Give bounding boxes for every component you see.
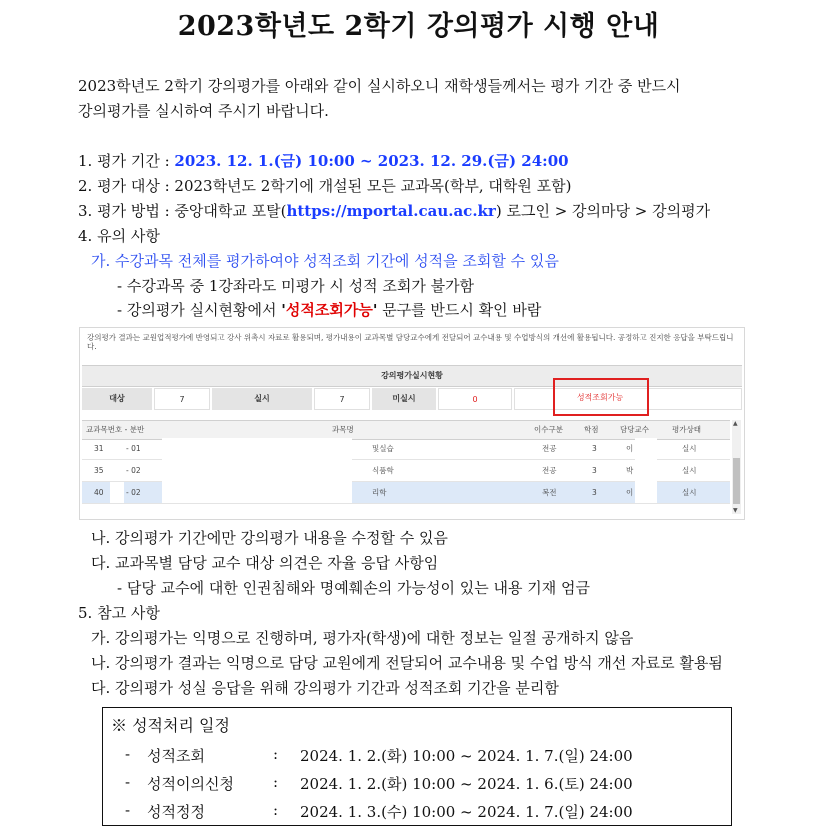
- row-name: 식품학: [372, 466, 394, 475]
- item-notes-da-sub: - 담당 교수에 대한 인권침해와 명예훼손의 가능성이 있는 내용 기재 엄금: [117, 579, 590, 597]
- row-no: 31: [94, 444, 104, 453]
- item-target: 2. 평가 대상 : 2023학년도 2학기에 개설된 모든 교과목(학부, 대학원 포함): [78, 177, 572, 195]
- sub2-highlight: 성적조회가능: [285, 301, 373, 319]
- row-type: 복전: [542, 488, 557, 497]
- schedule-dash: -: [125, 801, 131, 819]
- col-type: 이수구분: [534, 425, 563, 434]
- highlight-box: [553, 378, 649, 416]
- schedule-dash: -: [125, 745, 131, 763]
- item-reference-na: 나. 강의평가 결과는 익명으로 담당 교원에게 전달되어 교수내용 및 수업 방식 개선 자료로 활용됨: [91, 654, 723, 672]
- schedule-time: 2024. 1. 2.(화) 10:00 ~ 2024. 1. 6.(토) 24:00: [300, 775, 633, 793]
- redaction-mask: [635, 438, 657, 503]
- scroll-up-icon[interactable]: ▲: [733, 420, 738, 427]
- row-name: 및실습: [372, 444, 394, 453]
- row-prof: 박: [626, 466, 634, 475]
- redaction-mask: [162, 438, 352, 503]
- schedule-time: 2024. 1. 2.(화) 10:00 ~ 2024. 1. 7.(일) 24:00: [300, 747, 633, 765]
- row-prof: 이: [626, 488, 634, 497]
- intro-line-1: 2023학년도 2학기 강의평가를 아래와 같이 실시하오니 재학생들께서는 평가 기간 중 반드시: [78, 77, 681, 95]
- row-sec: - 02: [126, 466, 141, 475]
- sub2-post: 문구를 반드시 확인 바람: [377, 301, 542, 319]
- row-credit: 3: [592, 488, 597, 497]
- item-notes-na: 나. 강의평가 기간에만 강의평가 내용을 수정할 수 있음: [91, 529, 448, 547]
- item-notes-heading: 4. 유의 사항: [78, 227, 160, 245]
- schedule-colon: :: [273, 745, 279, 763]
- item-period: [78, 151, 569, 171]
- scroll-thumb[interactable]: [733, 458, 740, 504]
- table-scrollbar[interactable]: [732, 420, 741, 514]
- page-title: 2023학년도 2학기 강의평가 시행 안내: [177, 11, 660, 42]
- row-no: 35: [94, 466, 104, 475]
- schedule-name: 성적정정: [147, 803, 205, 821]
- col-course-no: 교과목번호 - 분반: [86, 425, 145, 434]
- row-state: 실시: [682, 488, 697, 497]
- item-reference-ga: 가. 강의평가는 익명으로 진행하며, 평가자(학생)에 대한 정보는 일절 공개하지 않음: [91, 629, 634, 647]
- row-sec: - 01: [126, 444, 141, 453]
- item-method-post: ) 로그인 > 강의마당 > 강의평가: [495, 202, 711, 220]
- item-notes-ga: 가. 수강과목 전체를 평가하여야 성적조회 기간에 성적을 조회할 수 있음: [91, 252, 559, 270]
- item-method-pre: 3. 평가 방법 : 중앙대학교 포탈(: [78, 202, 287, 220]
- row-credit: 3: [592, 466, 597, 475]
- table-header: [82, 420, 730, 440]
- row-type: 전공: [542, 466, 557, 475]
- summary-undone-value: 0: [438, 388, 512, 410]
- row-state: 실시: [682, 444, 697, 453]
- col-course-name: 과목명: [332, 425, 354, 434]
- schedule-title: ※ 성적처리 일정: [111, 716, 230, 735]
- redaction-mask: [110, 482, 124, 503]
- row-type: 전공: [542, 444, 557, 453]
- row-prof: 이: [626, 444, 634, 453]
- evaluation-status-screenshot: [79, 327, 745, 520]
- portal-link[interactable]: https://mportal.cau.ac.kr: [286, 202, 496, 220]
- item-notes-ga-sub2: [117, 300, 541, 320]
- status-header: 강의평가실시현황: [82, 365, 742, 387]
- grade-schedule-box: [102, 707, 732, 826]
- schedule-colon: :: [273, 773, 279, 791]
- col-state: 평가상태: [672, 425, 701, 434]
- row-credit: 3: [592, 444, 597, 453]
- grade-view-status: 성적조회가능: [576, 393, 624, 402]
- row-state: 실시: [682, 466, 697, 475]
- sub2-quote-close: ': [372, 301, 378, 319]
- item-method: [78, 201, 710, 221]
- screenshot-notice: 강의평가 결과는 교원업적평가에 반영되고 강사 위촉시 자료로 활용되며, 평가내용이 교과목별 담당교수에게 전달되어 교수내용 및 수업방식의 개선에 활용됩니다. 공정하고 진지한 응답을 부탁드립니다.: [87, 333, 734, 351]
- scroll-down-icon[interactable]: ▼: [733, 507, 738, 514]
- intro-line-2: 강의평가를 실시하여 주시기 바랍니다.: [78, 102, 329, 120]
- sub2-pre: - 강의평가 실시현황에서: [117, 301, 282, 319]
- col-credit: 학점: [584, 425, 599, 434]
- summary-target-label: 대상: [82, 388, 152, 410]
- summary-target-value: 7: [154, 388, 210, 410]
- row-no: 40: [94, 488, 104, 497]
- row-sec: - 02: [126, 488, 141, 497]
- summary-done-value: 7: [314, 388, 370, 410]
- schedule-colon: :: [273, 801, 279, 819]
- sub2-quote-open: ': [281, 301, 286, 319]
- schedule-name: 성적조회: [147, 747, 205, 765]
- item-reference-heading: 5. 참고 사항: [78, 604, 160, 622]
- schedule-name: 성적이의신청: [147, 775, 234, 793]
- item-notes-da: 다. 교과목별 담당 교수 대상 의견은 자율 응답 사항임: [91, 554, 439, 572]
- summary-done-label: 실시: [212, 388, 312, 410]
- item-period-value: 2023. 12. 1.(금) 10:00 ~ 2023. 12. 29.(금) 24:00: [174, 152, 569, 170]
- item-reference-da: 다. 강의평가 성실 응답을 위해 강의평가 기간과 성적조회 기간을 분리함: [91, 679, 559, 697]
- item-notes-ga-sub1: - 수강과목 중 1강좌라도 미평가 시 성적 조회가 불가함: [117, 277, 475, 295]
- schedule-dash: -: [125, 773, 131, 791]
- item-period-label: 1. 평가 기간 :: [78, 152, 175, 170]
- summary-undone-label: 미실시: [372, 388, 436, 410]
- row-name: 리학: [372, 488, 387, 497]
- schedule-time: 2024. 1. 3.(수) 10:00 ~ 2024. 1. 7.(일) 24:00: [300, 803, 633, 821]
- col-professor: 담당교수: [620, 425, 649, 434]
